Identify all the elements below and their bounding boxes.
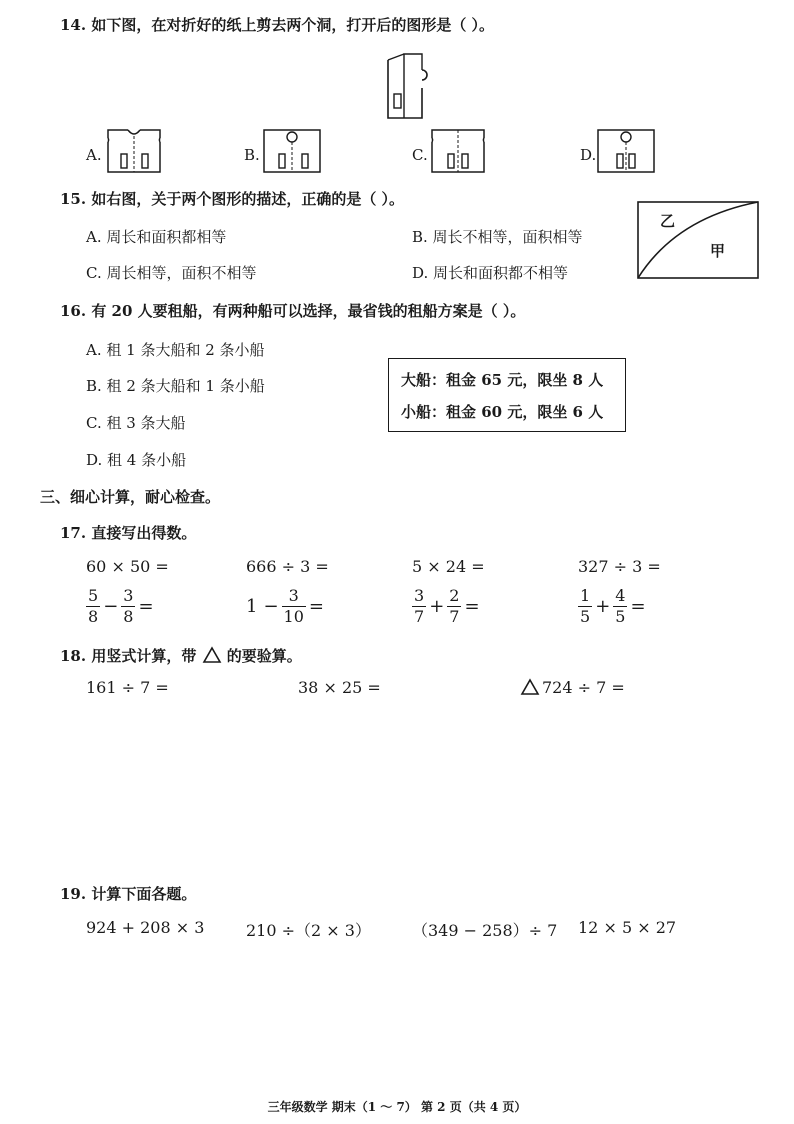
q14-option-b-label: B. (244, 146, 260, 164)
q15-label-jia: 甲 (710, 242, 726, 260)
small-boat-price: 小船：租金 60 元，限坐 6 人 (401, 403, 604, 421)
q19-expr-2: 210 ÷（2 × 3） (246, 921, 371, 940)
section-3-title: 三、细心计算，耐心检查。 (40, 488, 221, 506)
page-footer: 三年级数学 期末（1 ～ 7） 第 2 页（共 4 页） (267, 1100, 527, 1114)
q18-expr-1: 161 ÷ 7 = (86, 678, 169, 697)
q17-row2-expr-2: 1 − $\frac{3}{10}$ = (246, 586, 324, 626)
q18-expr-3: 724 ÷ 7 = (542, 678, 625, 697)
q16-option-a: A. 租 1 条大船和 2 条小船 (86, 341, 265, 359)
q16-stem: 16. 有 20 人要租船，有两种船可以选择，最省钱的租船方案是（ ）。 (60, 302, 526, 320)
q18-expr-2: 38 × 25 = (298, 678, 381, 697)
q19-expr-4: 12 × 5 × 27 (578, 918, 677, 937)
q14-option-d-label: D. (580, 146, 597, 164)
q17-row2-expr-3: $\frac{3}{7}$ + $\frac{2}{7}$ = (414, 586, 480, 626)
q17-row2-expr-4: $\frac{1}{5}$ + $\frac{4}{5}$ = (580, 586, 646, 626)
q18-stem: 18. 用竖式计算，带 的要验算。 (60, 647, 302, 665)
q16-option-c: C. 租 3 条大船 (86, 414, 186, 432)
boat-price-box (388, 358, 626, 432)
q19-stem: 19. 计算下面各题。 (60, 885, 197, 903)
q15-option-a: A. 周长和面积都相等 (86, 228, 227, 246)
q15-option-c: C. 周长相等，面积不相等 (86, 264, 257, 282)
q17-row1-expr-3: 5 × 24 = (412, 557, 485, 576)
q14-option-c-figure (428, 128, 488, 174)
q14-option-b-figure (262, 126, 322, 174)
q15-option-b: B. 周长不相等，面积相等 (412, 228, 583, 246)
q14-option-c-label: C. (412, 146, 428, 164)
folded-paper-figure (380, 50, 428, 122)
q15-option-d: D. 周长和面积都不相等 (412, 264, 569, 282)
q14-option-a-figure (104, 128, 164, 174)
q17-row1-expr-4: 327 ÷ 3 = (578, 557, 661, 576)
triangle-icon (202, 646, 222, 664)
q17-row1-expr-2: 666 ÷ 3 = (246, 557, 329, 576)
q15-stem: 15. 如右图，关于两个图形的描述，正确的是（ ）。 (60, 190, 405, 208)
q19-expr-3: （349 − 258）÷ 7 (412, 921, 558, 940)
q16-option-d: D. 租 4 条小船 (86, 451, 187, 469)
q17-stem: 17. 直接写出得数。 (60, 524, 197, 542)
triangle-icon (520, 678, 540, 696)
q16-option-b: B. 租 2 条大船和 1 条小船 (86, 377, 265, 395)
q17-row1-expr-1: 60 × 50 = (86, 557, 169, 576)
q14-option-d-figure (596, 126, 656, 174)
q19-expr-1: 924 + 208 × 3 (86, 918, 205, 937)
q15-label-yi: 乙 (660, 212, 676, 230)
q15-rectangle-figure (636, 200, 760, 280)
q14-option-a-label: A. (86, 146, 102, 164)
q17-row2-expr-1: $\frac{5}{8}$ − $\frac{3}{8}$ = (88, 586, 154, 626)
big-boat-price: 大船：租金 65 元，限坐 8 人 (401, 371, 604, 389)
q14-stem: 14. 如下图，在对折好的纸上剪去两个洞，打开后的图形是（ ）。 (60, 16, 495, 34)
